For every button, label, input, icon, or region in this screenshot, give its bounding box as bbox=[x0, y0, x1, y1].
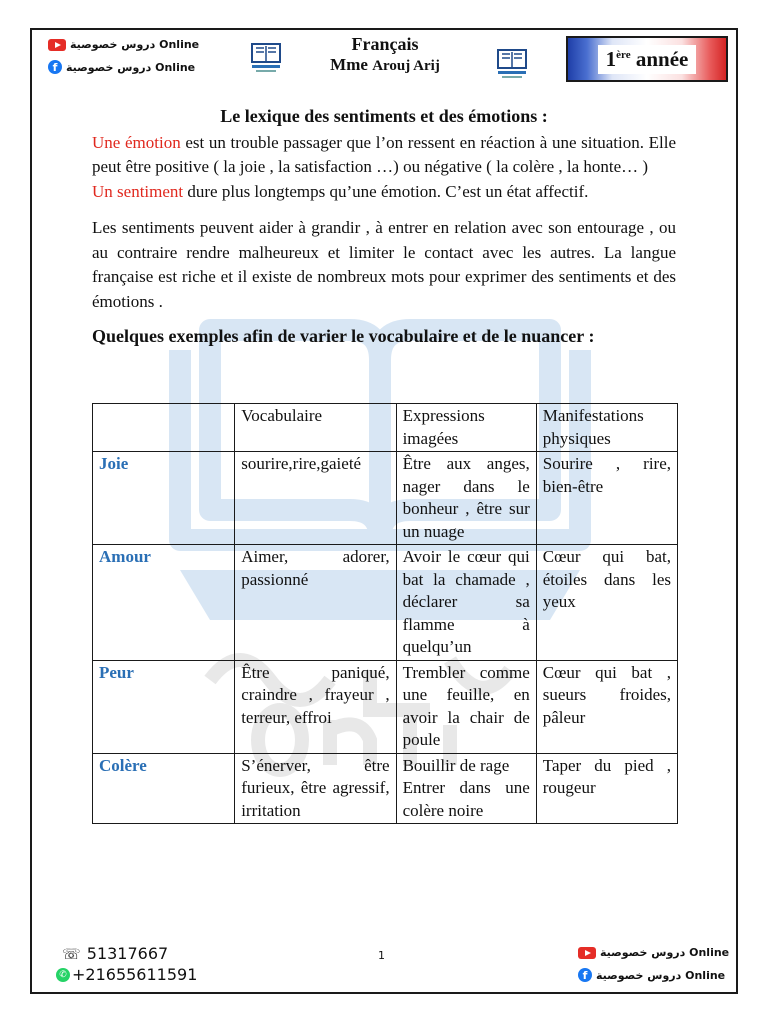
book-logo-icon bbox=[248, 40, 284, 76]
facebook-label: دروس خصوصية Online bbox=[66, 60, 196, 74]
row-label: Peur bbox=[93, 660, 235, 753]
paragraph-sentiment-text: dure plus longtemps qu’une émotion. C’est un état affectif. bbox=[183, 181, 589, 201]
youtube-icon bbox=[578, 947, 596, 959]
table-cell: Aimer, adorer, passionné bbox=[235, 545, 396, 661]
table-cell: sourire,rire,gaieté bbox=[235, 452, 396, 545]
table-cell: Avoir le cœur qui bat la chamade , déclarer sa flamme à quelqu’un bbox=[396, 545, 536, 661]
page-title: Le lexique des sentiments et des émotions : bbox=[220, 106, 548, 126]
facebook-icon: f bbox=[48, 60, 62, 74]
paragraph-emotion-text: est un trouble passager que l’on ressent en réaction à une situation. Elle peut être positive ( la joie , la satisfaction …) ou négative ( la colère , la honte… ) bbox=[92, 132, 676, 176]
table-header-row bbox=[93, 404, 678, 452]
table-cell: Cœur qui bat, étoiles dans les yeux bbox=[536, 545, 677, 661]
expression-line: Bouillir de rage bbox=[402, 755, 510, 775]
table-row bbox=[93, 753, 678, 824]
row-label: Colère bbox=[93, 753, 235, 824]
table-row bbox=[93, 452, 678, 545]
grade-badge bbox=[566, 36, 728, 82]
phone-icon: ☏ bbox=[62, 944, 81, 963]
table-cell: Sourire , rire, bien-être bbox=[536, 452, 677, 545]
row-label: Joie bbox=[93, 452, 235, 545]
grade-label: année bbox=[635, 46, 689, 71]
row-label: Amour bbox=[93, 545, 235, 661]
grade-sup: ère bbox=[616, 48, 631, 61]
vocabulary-table bbox=[92, 403, 678, 824]
header-subject-block bbox=[300, 34, 470, 75]
teacher-name: Arouj Arij bbox=[372, 58, 440, 74]
footer-facebook-link[interactable] bbox=[578, 968, 725, 982]
term-emotion: Une émotion bbox=[92, 132, 181, 152]
youtube-icon bbox=[48, 39, 66, 51]
table-header-cell: Expressions imagées bbox=[396, 404, 536, 452]
footer-youtube-label: دروس خصوصية Online bbox=[600, 946, 730, 959]
paragraph-sentiment bbox=[92, 180, 676, 205]
term-sentiment: Un sentiment bbox=[92, 181, 184, 201]
phone-number: 51317667 bbox=[86, 944, 169, 963]
whatsapp-contact[interactable] bbox=[56, 965, 197, 984]
paragraph-emotion bbox=[92, 131, 676, 180]
table-header-cell: Vocabulaire bbox=[235, 404, 396, 452]
table-row bbox=[93, 660, 678, 753]
table-header-cell bbox=[93, 404, 235, 452]
teacher-prefix: Mme bbox=[330, 55, 368, 74]
paragraph-language: Les sentiments peuvent aider à grandir , à entrer en relation avec son entourage , ou au contraire rendre malheureux et limiter le contact avec les autres. La langue française est riche et il existe de nombreux mots pour exprimer des sentiments et des émotions . bbox=[92, 218, 676, 311]
youtube-link[interactable] bbox=[48, 38, 199, 51]
section-subtitle: Quelques exemples afin de varier le vocabulaire et de le nuancer : bbox=[92, 326, 595, 346]
teacher-line bbox=[300, 55, 470, 75]
whatsapp-number: +21655611591 bbox=[72, 965, 198, 984]
table-cell: Être aux anges, nager dans le bonheur , être sur un nuage bbox=[396, 452, 536, 545]
book-logo-icon bbox=[494, 46, 530, 82]
table-row bbox=[93, 545, 678, 661]
footer-facebook-label: دروس خصوصية Online bbox=[596, 968, 726, 982]
page-number: 1 bbox=[378, 949, 385, 962]
table-cell: Cœur qui bat , sueurs froides, pâleur bbox=[536, 660, 677, 753]
table-cell: S’énerver, être furieux, être agressif, irritation bbox=[235, 753, 396, 824]
facebook-icon: f bbox=[578, 968, 592, 982]
table-header-cell: Manifestations physiques bbox=[536, 404, 677, 452]
main-content bbox=[92, 104, 676, 357]
table-cell bbox=[396, 753, 536, 824]
subject-title: Français bbox=[351, 34, 419, 54]
table-cell: Trembler comme une feuille, en avoir la chair de poule bbox=[396, 660, 536, 753]
table-cell: Être paniqué, craindre , frayeur , terreur, effroi bbox=[235, 660, 396, 753]
footer-youtube-link[interactable] bbox=[578, 946, 729, 959]
grade-text bbox=[598, 45, 697, 74]
table-cell: Taper du pied , rougeur bbox=[536, 753, 677, 824]
grade-number: 1 bbox=[605, 46, 617, 71]
expression-line: Entrer dans une colère noire bbox=[402, 778, 530, 820]
phone-contact[interactable] bbox=[62, 944, 168, 963]
whatsapp-icon: ✆ bbox=[56, 968, 70, 982]
facebook-link[interactable] bbox=[48, 60, 195, 74]
youtube-label: دروس خصوصية Online bbox=[70, 38, 200, 51]
